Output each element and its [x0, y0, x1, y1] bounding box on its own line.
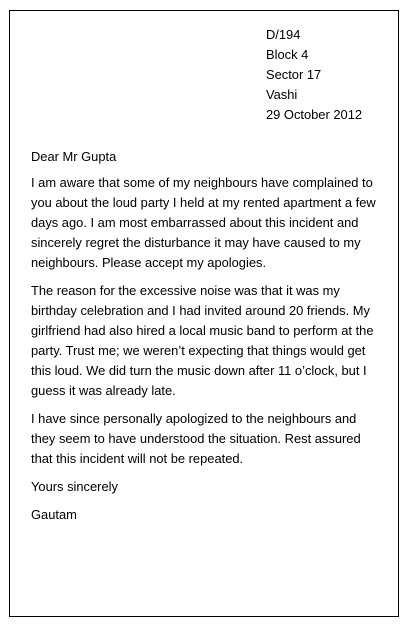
address-line: Vashi: [266, 87, 298, 102]
letter-date: 29 October 2012: [266, 107, 363, 122]
signature: Gautam: [31, 507, 77, 522]
salutation: Dear Mr Gupta: [31, 149, 117, 164]
paragraph-1: I am aware that some of my neighbours have complained to you about the loud party I held at my rented apartment a few days ago. I am most embarrassed about this incident and sincerely regret the disturbance it may have caused to my neighbours. Please accept my apologies.: [31, 175, 376, 270]
paragraph-3: I have since personally apologized to the neighbours and they seem to have understood the situation. Rest assured that this incident will not be repeated.: [31, 411, 361, 466]
address-line: Block 4: [266, 47, 309, 62]
closing: Yours sincerely: [31, 479, 118, 494]
sender-address: [266, 25, 362, 125]
letter-body: [31, 147, 376, 525]
letter-page: [9, 10, 399, 617]
paragraph-2: The reason for the excessive noise was that it was my birthday celebration and I had invited around 20 friends. My girlfriend had also hired a local music band to perform at the party. Trust me; we weren’t expecting that things would get this loud. We did turn the music down after 11 o’clock, but I guess it was already late.: [31, 283, 374, 398]
address-line: D/194: [266, 27, 301, 42]
address-line: Sector 17: [266, 67, 322, 82]
